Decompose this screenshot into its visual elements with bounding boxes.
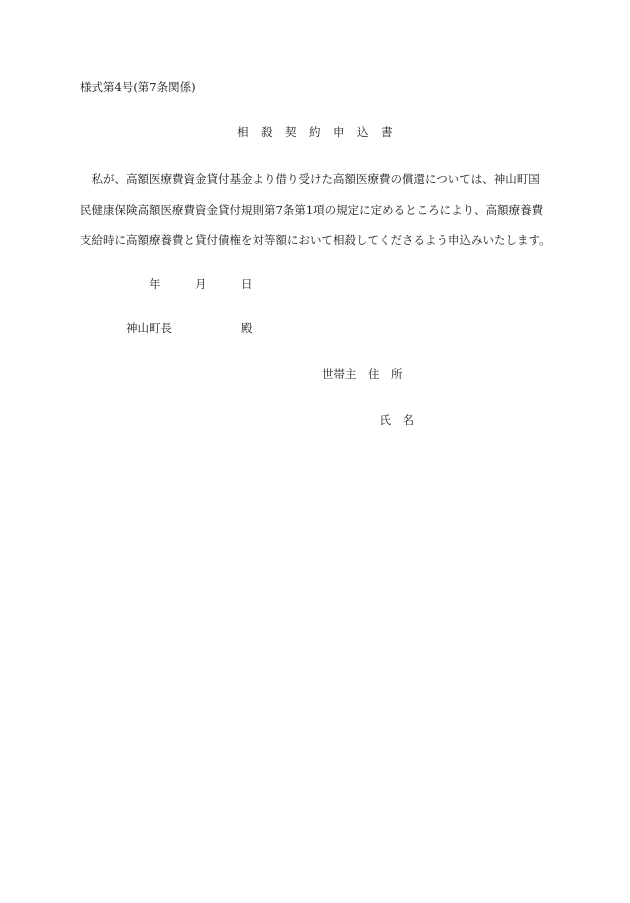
body-line-3: 支給時に高額療養費と貸付債権を対等額において相殺してくださるよう申込みいたします。 [80,233,551,247]
body-line-1: 私が、高額医療費資金貸付基金より借り受けた高額医療費の償還については、神山町国 [80,172,540,186]
addressee-line: 神山町長 殿 [80,321,253,335]
applicant-address-label: 世帯主 住 所 [322,367,403,381]
date-line: 年 月 日 [80,277,253,291]
document-title: 相 殺 契 約 申 込 書 [237,125,393,139]
applicant-name-label: 氏 名 [322,413,414,427]
form-number-heading: 様式第4号(第7条関係) [80,80,196,94]
body-line-2: 民健康保険高額医療費資金貸付規則第7条第1項の規定に定めるところにより、高額療養費 [80,203,544,217]
